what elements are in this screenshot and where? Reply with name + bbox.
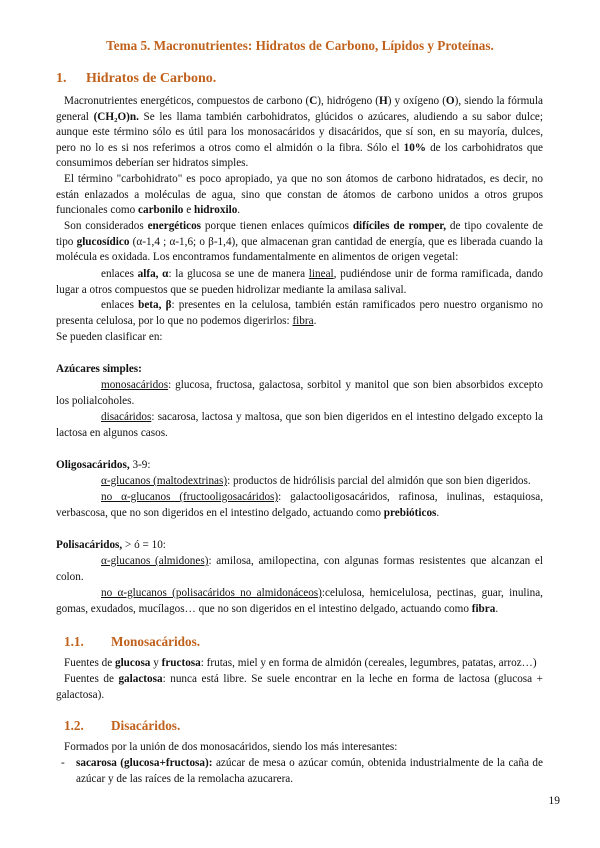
list-item-sucrose: - sacarosa (glucosa+fructosa): azúcar de mesa o azúcar común, obtenida industrialmente de la caña de azúcar y de las raíces de la remolacha azucarera. xyxy=(61,757,543,785)
heading-oligosaccharides: Oligosacáridos, 3-9: xyxy=(56,459,151,471)
list-item-monosaccharides: monosacáridos: glucosa, fructosa, galactosa, sorbitol y manitol que son bien absorbidos excepto los polialcoholes. xyxy=(56,379,543,407)
list-item-non-alpha-glucans-oligo: no α-glucanos (fructooligosacáridos): galactooligosacáridos, rafinosa, inulinas, estaquiosa, verbascosa, que no son digeridos en el intestino delgado, actuando como prebióticos. xyxy=(56,491,543,519)
page-number: 19 xyxy=(548,795,560,807)
heading-simple-sugars: Azúcares simples: xyxy=(56,363,142,375)
list-item-alpha-glucans-oligo: α-glucanos (maltodextrinas): productos de hidrólisis parcial del almidón que son bien digeridos. xyxy=(101,475,531,487)
section-heading-1-2: 1.2. Disacáridos. xyxy=(64,718,181,733)
paragraph-disaccharides: Formados por la unión de dos monosacáridos, siendo los más interesantes: xyxy=(64,741,398,753)
heading-polysaccharides: Polisacáridos, > ó = 10: xyxy=(56,539,166,551)
paragraph-beta: enlaces beta, β: presentes en la celulosa, también están ramificados pero nuestro organismo no presenta celulosa, por lo que no podemos digerirlos: fibra. xyxy=(56,299,543,327)
list-item-disaccharides: disacáridos: sacarosa, lactosa y maltosa, que son bien digeridos en el intestino delgado excepto la lactosa en algunos casos. xyxy=(56,411,543,439)
section-label: Hidratos de Carbono. xyxy=(86,71,217,86)
paragraph-energy: Son considerados energéticos porque tienen enlaces químicos difíciles de romper, de tipo covalente de tipo glucosídico (α-1,4 ; α-1,6; o β-1,4), que almacenan gran cantidad de energía, que es liberada cuando la molécula es oxidada. Los encontramos fundamentalmente en alimentos de origen vegetal: xyxy=(56,220,543,264)
section-heading-1-1: 1.1. Monosacáridos. xyxy=(64,634,201,649)
list-item-alpha-glucans-poly: α-glucanos (almidones): amilosa, amilopectina, con algunas formas resistentes que alcanzan el colon. xyxy=(56,555,543,583)
paragraph-glucose-fructose: Fuentes de glucosa y fructosa: frutas, miel y en forma de almidón (cereales, legumbres, patatas, arroz…) xyxy=(64,657,537,669)
paragraph-intro: Macronutrientes energéticos, compuestos de carbono (C), hidrógeno (H) y oxígeno (O), siendo la fórmula general (CH₂O)n. Se les llama también carbohidratos, glúcidos o azúcares, aludiendo a su sabor dulce; aunque este término sólo es útil para los monosacáridos y disacáridos, que sí son, en su mayoría, dulces, pero no lo es si nos referimos a otros como el almidón o la fibra. Sólo el 10% de los carbohidratos que consumimos deberían ser hidratos simples. xyxy=(56,95,543,170)
paragraph-term: El término "carbohidrato" es poco apropiado, ya que no son átomos de carbono hidratados, es decir, no están enlazados a moléculas de agua, sino que constan de átomos de carbono unidos a otros grupos funcionales como carbonilo e hidroxilo. xyxy=(56,173,543,217)
section-number: 1. xyxy=(56,71,67,86)
bullet-dash: - xyxy=(61,757,65,769)
paragraph-classify: Se pueden clasificar en: xyxy=(56,331,163,343)
paragraph-alpha: enlaces alfa, α: la glucosa se une de manera lineal, pudiéndose unir de forma ramificada, dando lugar a otros compuestos que se pueden hidrolizar mediante la amilasa salival. xyxy=(56,268,543,296)
paragraph-galactose: Fuentes de galactosa: nunca está libre. Se suele encontrar en la leche en forma de lactosa (glucosa + galactosa). xyxy=(56,673,543,701)
list-item-non-alpha-glucans-poly: no α-glucanos (polisacáridos no almidonáceos):celulosa, hemicelulosa, pectinas, guar, inulina, gomas, exudados, mucílagos… que no son digeridos en el intestino delgado, actuando como fibra. xyxy=(56,587,543,615)
document-title: Tema 5. Macronutrientes: Hidratos de Carbono, Lípidos y Proteínas. xyxy=(106,38,494,53)
section-heading-1 xyxy=(56,71,216,87)
